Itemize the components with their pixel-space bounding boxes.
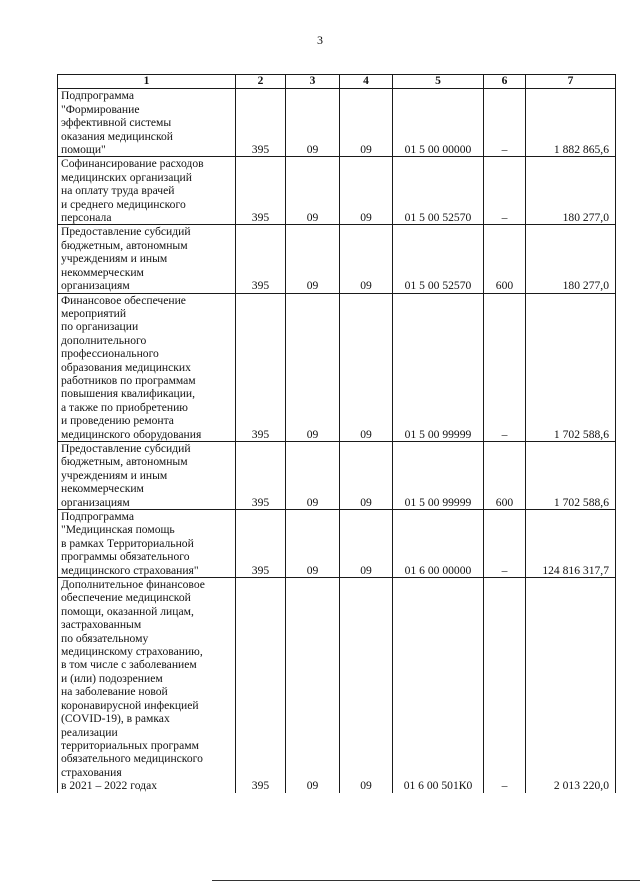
row-name: Предоставление субсидий бюджетным, автономным учреждениям и иным некоммерческим организациям: [58, 441, 236, 509]
table-row: [58, 510, 616, 578]
row-amount: 2 013 220,0: [526, 578, 616, 793]
row-target-article: 01 6 00 00000: [393, 510, 484, 578]
col-header-subsection: 4: [340, 75, 393, 89]
row-section: 09: [286, 441, 340, 509]
row-subsection: 09: [340, 578, 393, 793]
row-ministry: 395: [236, 157, 286, 225]
header-row: [58, 75, 616, 89]
row-subsection: 09: [340, 293, 393, 441]
row-target-article: 01 5 00 00000: [393, 89, 484, 157]
row-subsection: 09: [340, 157, 393, 225]
row-name: Дополнительное финансовое обеспечение медицинской помощи, оказанной лицам, застрахованным по обязательному медицинскому страхованию, в том числе с заболеванием и (или) подозрением на заболевание новой коронавирусной инфекцией (COVID-19), в рамках реализации территориальных программ обязательного медицинского страхования в 2021 – 2022 годах: [58, 578, 236, 793]
row-name: Подпрограмма "Формирование эффективной системы оказания медицинской помощи": [58, 89, 236, 157]
row-expense-type: –: [484, 578, 526, 793]
row-amount: 1 702 588,6: [526, 293, 616, 441]
table-row: [58, 89, 616, 157]
row-target-article: 01 5 00 99999: [393, 293, 484, 441]
row-name: Предоставление субсидий бюджетным, автономным учреждениям и иным некоммерческим организациям: [58, 225, 236, 293]
row-section: 09: [286, 225, 340, 293]
page-footer-divider: [212, 880, 640, 881]
table-row: [58, 441, 616, 509]
row-section: 09: [286, 89, 340, 157]
row-target-article: 01 5 00 52570: [393, 157, 484, 225]
row-amount: 124 816 317,7: [526, 510, 616, 578]
row-section: 09: [286, 510, 340, 578]
row-subsection: 09: [340, 441, 393, 509]
row-expense-type: –: [484, 510, 526, 578]
row-ministry: 395: [236, 89, 286, 157]
row-expense-type: –: [484, 89, 526, 157]
row-ministry: 395: [236, 578, 286, 793]
row-ministry: 395: [236, 510, 286, 578]
row-subsection: 09: [340, 89, 393, 157]
row-expense-type: –: [484, 293, 526, 441]
table-row: [58, 578, 616, 793]
row-subsection: 09: [340, 510, 393, 578]
col-header-target-article: 5: [393, 75, 484, 89]
row-expense-type: –: [484, 157, 526, 225]
row-ministry: 395: [236, 293, 286, 441]
row-amount: 180 277,0: [526, 157, 616, 225]
row-amount: 180 277,0: [526, 225, 616, 293]
row-expense-type: 600: [484, 225, 526, 293]
row-name: Подпрограмма "Медицинская помощь в рамках Территориальной программы обязательного медицинского страхования": [58, 510, 236, 578]
col-header-ministry: 2: [236, 75, 286, 89]
table-row: [58, 293, 616, 441]
col-header-expense-type: 6: [484, 75, 526, 89]
row-amount: 1 882 865,6: [526, 89, 616, 157]
table-row: [58, 157, 616, 225]
row-section: 09: [286, 578, 340, 793]
col-header-amount: 7: [526, 75, 616, 89]
row-target-article: 01 6 00 501К0: [393, 578, 484, 793]
row-section: 09: [286, 293, 340, 441]
row-expense-type: 600: [484, 441, 526, 509]
row-target-article: 01 5 00 99999: [393, 441, 484, 509]
row-subsection: 09: [340, 225, 393, 293]
row-target-article: 01 5 00 52570: [393, 225, 484, 293]
col-header-name: 1: [58, 75, 236, 89]
page-number: 3: [317, 33, 323, 47]
row-ministry: 395: [236, 225, 286, 293]
budget-table: [57, 74, 616, 793]
row-amount: 1 702 588,6: [526, 441, 616, 509]
col-header-section: 3: [286, 75, 340, 89]
row-section: 09: [286, 157, 340, 225]
table-row: [58, 225, 616, 293]
row-name: Финансовое обеспечение мероприятий по организации дополнительного профессионального образования медицинских работников по программам повышения квалификации, а также по приобретению и проведению ремонта медицинского оборудования: [58, 293, 236, 441]
row-ministry: 395: [236, 441, 286, 509]
row-name: Софинансирование расходов медицинских организаций на оплату труда врачей и среднего медицинского персонала: [58, 157, 236, 225]
